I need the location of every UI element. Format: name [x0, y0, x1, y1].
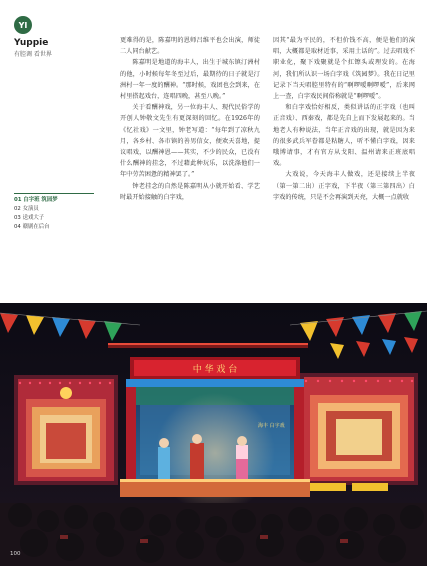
paragraph: 因其“最为平民的，不但价钱不高，便是他们的演唱，大概都是取材近事，采用土话的”。过去唱戏不职业化，聚下戏聚就是个扛镲头或理发的。在海河，我们所认识一场白字戏《筑园梦》。我在日记里记录下当天唱腔里特有的“啊啰嗳啊啰嗳”，后来网上一查，白字戏民间俗称就是“啊啰嗳”。 — [273, 37, 415, 101]
table-of-contents — [14, 193, 94, 232]
paragraph: 更难得的是，陈嘉明的恩师吕维平也会出演，师徒二人同台献艺。 — [120, 37, 260, 56]
article-column-right — [273, 35, 415, 203]
left-stage-wing — [14, 375, 118, 485]
stage-side-caption: 海丰 白字戏 — [258, 423, 285, 429]
right-stage-wing — [300, 373, 418, 491]
section-subtitle: 有腔调 看世界 — [14, 51, 52, 58]
toc-item[interactable]: 04 赣剧在后台 — [14, 224, 50, 230]
toc-item[interactable]: 01 白字班 筑园梦 — [14, 197, 58, 203]
paragraph: 大戏说，今天海丰人做戏，还是接续上半夜（第一第二出）正字戏，下半夜（第三第四出）白字戏的传统，只是不会再演到天亮，大概一点就收 — [273, 171, 415, 201]
paragraph: 关于看酬神戏，另一位海丰人、现代民俗学的开创人钟敬文先生有更深刻的回忆。在1926年的《忆社戏》一文里，钟老写道：“每年到了凉秋九月，各乡村、各市镇的善男信女，便欢天喜地，提议唱戏，以酬神恩——其实，不少的民众，已没有什么酬神的挂念，不过藉此种玩乐，以洗涤他们一年中劳苦困惫的精神罢了。” — [120, 104, 260, 179]
stage-illustration — [0, 303, 427, 566]
paragraph: 钟老挂念的自然是陈嘉明从小就开始看、学艺时最开始接触的白字戏， — [120, 182, 260, 201]
magazine-logo: YI — [14, 16, 32, 34]
brand-title: Yuppie — [14, 38, 49, 48]
article-column-left — [120, 35, 260, 203]
paragraph: 和白字戏恰好相反，类似讲话的正字戏（也叫正音戏）、西秦戏，都是先自上而下发展起来的。当地老人有种说法，当年正音戏的出现，就是因为来的很多武兵军眷都是粘糖人，听不懂白字戏，因来哦博请事，才有官方从戈阳、温州请来正班底唱戏。 — [273, 104, 415, 168]
toc-item[interactable]: 02 女演员 — [14, 206, 39, 212]
plaque-text: 中 华 戏 台 — [192, 365, 238, 375]
audience-silhouettes — [0, 503, 427, 566]
toc-item[interactable]: 03 送戏大子 — [14, 215, 45, 221]
paragraph: 陈嘉明是地道的海丰人，出生于城东镇汀洲村的他，小时候每年冬至过后，最期待的日子就是汀洲村一年一度的酬神。“那时候，戏团也会到来，在村里搭起戏台，连唱四晚，甚至八晚。” — [120, 59, 260, 101]
opera-stage-photo — [0, 303, 427, 566]
stage-plaque — [130, 357, 300, 379]
page-number: 100 — [10, 551, 21, 557]
sidebar — [14, 16, 104, 58]
